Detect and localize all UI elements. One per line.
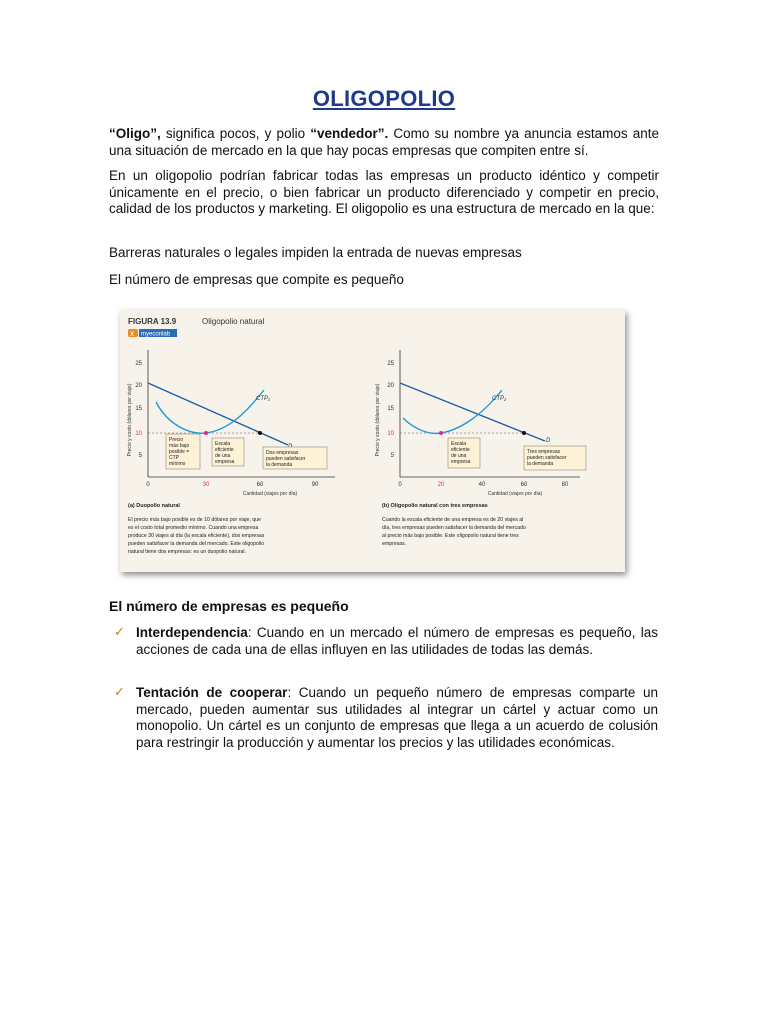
left-description: El precio más bajo posible es de 10 dólares por viaje, que es el costo total promedio mínimo. Cuando una empresa produce 30 viajes al día (la escala eficiente), dos empresas pueden satisfacer la demanda del mercado. Este oligopolio natural tiene dos empresas: es un duopolio natural. bbox=[128, 517, 265, 555]
right-ytick: 15 bbox=[387, 406, 394, 412]
page-title: OLIGOPOLIO bbox=[312, 86, 456, 111]
right-box-2-text: Tres empresas pueden satisfacer la demanda bbox=[527, 449, 567, 467]
left-box-3-text: Dos empresas pueden satisfacer la demanda bbox=[266, 450, 306, 468]
left-ctp-label: CTP₁ bbox=[256, 396, 270, 402]
bullet-term: Tentación de cooperar bbox=[136, 685, 288, 700]
intro-text-1: significa pocos, y polio bbox=[160, 126, 311, 141]
oligo-term: “Oligo”, bbox=[109, 126, 161, 141]
right-xtick: 40 bbox=[478, 482, 486, 488]
paragraph-4: El número de empresas que compite es pequeño bbox=[109, 272, 404, 287]
bullet-text: : Cuando en un mercado el número de empresas es pequeño, las acciones de cada una de ellas influyen en las utilidades de todas las demás. bbox=[136, 625, 658, 657]
bullet-term: Interdependencia bbox=[136, 625, 248, 640]
left-xtick: 90 bbox=[311, 482, 319, 488]
left-ytick: 15 bbox=[135, 406, 142, 412]
intro-paragraph bbox=[109, 126, 659, 159]
left-ytick: 25 bbox=[135, 361, 142, 367]
left-subtitle: (a) Duopolio natural bbox=[128, 503, 180, 509]
right-ytick: 25 bbox=[387, 361, 394, 367]
left-box-1-text: Precio más bajo posible = CTP mínimo bbox=[169, 437, 190, 467]
left-demand-point bbox=[258, 431, 262, 435]
left-min-point bbox=[204, 431, 208, 435]
badge-letter: X bbox=[130, 332, 135, 338]
left-xtick: 60 bbox=[256, 482, 264, 488]
right-box-1-text: Escala eficiente de una empresa bbox=[451, 441, 471, 465]
right-description: Cuando la escala eficiente de una empresa es de 20 viajes al día, tres empresas pueden satisfacer la demanda del mercado al precio más bajo posible. Este oligopolio natural tiene tres empresas. bbox=[382, 517, 526, 547]
checkmark-icon: ✓ bbox=[114, 684, 125, 699]
right-ytick: 5 bbox=[390, 453, 394, 459]
figure-caption: Oligopolio natural bbox=[202, 317, 265, 326]
left-ylabel: Precio y costo (dólares por viaje) bbox=[127, 383, 133, 457]
right-xtick: 80 bbox=[561, 482, 569, 488]
paragraph-2: En un oligopolio podrían fabricar todas las empresas un producto idéntico y competir únicamente en el precio, o bien fabricar un producto diferenciado y competir en precio, calidad de los productos y marketing. El oligopolio es una estructura de mercado en la que: bbox=[109, 168, 659, 216]
right-xlabel: Cantidad (viajes por día) bbox=[487, 491, 543, 497]
right-xtick: 0 bbox=[398, 482, 402, 488]
paragraph-3: Barreras naturales o legales impiden la entrada de nuevas empresas bbox=[109, 245, 522, 260]
right-xtick: 60 bbox=[520, 482, 528, 488]
left-xlabel: Cantidad (viajes por día) bbox=[242, 491, 298, 497]
figure-graphic bbox=[120, 310, 625, 572]
left-xtick: 0 bbox=[146, 482, 150, 488]
right-min-point bbox=[439, 431, 443, 435]
badge-text: myeconlab bbox=[141, 331, 171, 338]
right-subtitle: (b) Oligopolio natural con tres empresas bbox=[382, 503, 488, 509]
list-item-tentacion bbox=[114, 684, 658, 751]
list-item-interdependencia bbox=[114, 624, 658, 658]
section-heading: El número de empresas es pequeño bbox=[109, 598, 349, 614]
right-demand-label: D bbox=[546, 438, 551, 444]
bullet-text: : Cuando un pequeño número de empresas comparte un mercado, pueden aumentar sus utilidades al integrar un cártel y actuar como un monopolio. Un cártel es un conjunto de empresas que llega a un acuerdo de colusión para restringir la producción y aumentar los precios y las utilidades económicas. bbox=[136, 685, 658, 750]
left-ytick: 5 bbox=[138, 453, 142, 459]
right-ytick: 20 bbox=[387, 383, 394, 389]
left-chart bbox=[127, 350, 335, 555]
left-ytick: 20 bbox=[135, 383, 142, 389]
intro-text-2: Como su nombre ya anuncia estamos ante una situación de mercado en la que hay pocas empresas que compiten entre sí. bbox=[109, 126, 660, 158]
left-xtick: 30 bbox=[202, 482, 210, 488]
left-box-2-text: Escala eficiente de una empresa bbox=[215, 441, 235, 465]
right-chart bbox=[375, 350, 586, 547]
left-ytick: 10 bbox=[135, 431, 142, 437]
right-ytick: 10 bbox=[387, 431, 394, 437]
right-xtick: 20 bbox=[437, 482, 445, 488]
right-demand-point bbox=[522, 431, 526, 435]
right-ctp-curve bbox=[403, 390, 502, 433]
right-ylabel: Precio y costo (dólares por viaje) bbox=[375, 383, 381, 457]
right-ctp-label: CTP₂ bbox=[492, 396, 507, 402]
checkmark-icon: ✓ bbox=[114, 624, 125, 639]
figure-label: FIGURA 13.9 bbox=[128, 317, 177, 326]
oligopoly-figure bbox=[120, 310, 625, 572]
vendedor-term: “vendedor”. bbox=[310, 126, 389, 141]
